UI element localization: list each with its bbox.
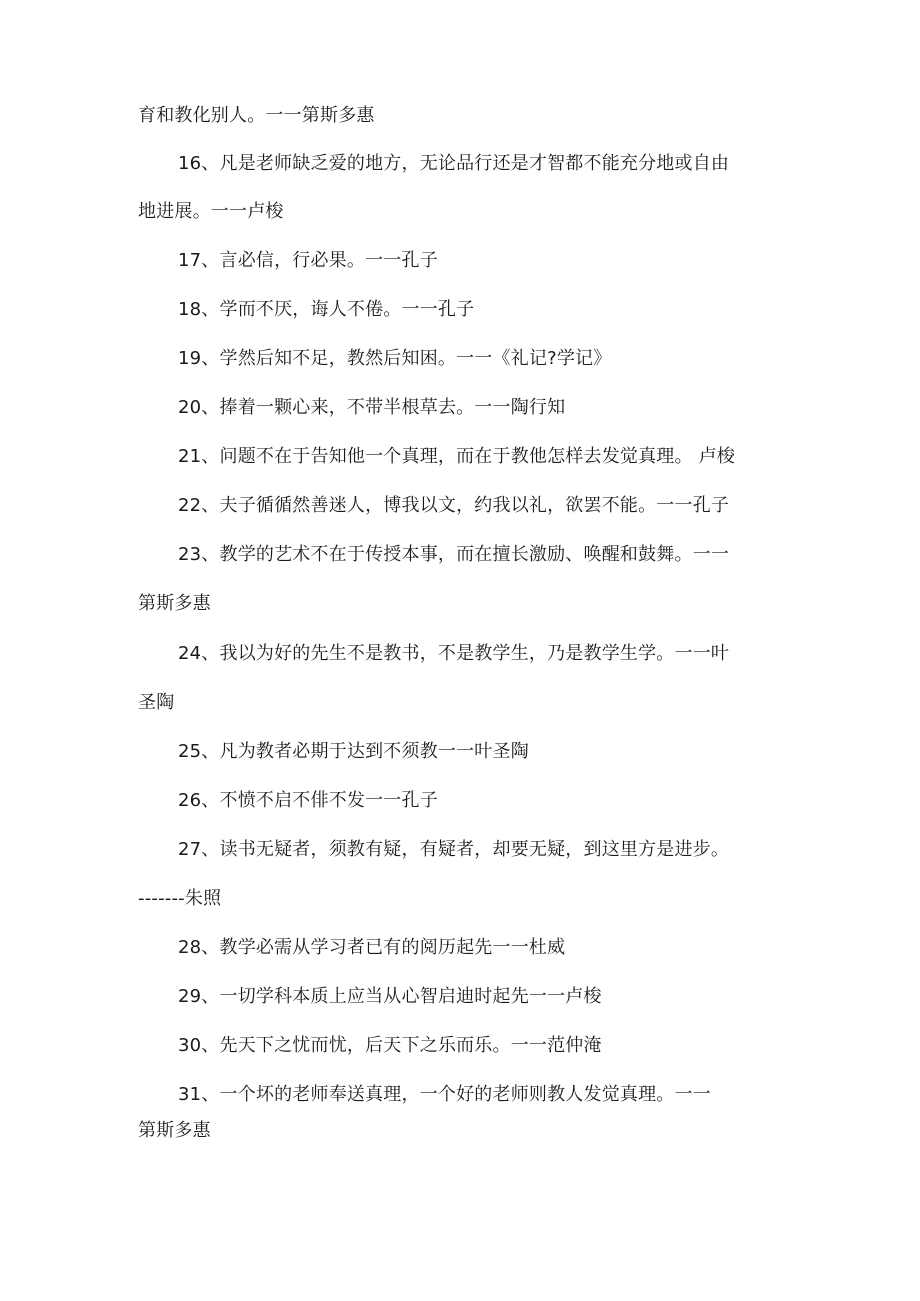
quote-22: 22、夫子循循然善迷人，博我以文，约我以礼，欲罢不能。一一孔子 [178, 495, 730, 516]
quote-26: 26、不愤不启不俳不发一一孔子 [178, 790, 438, 811]
quote-23: 23、教学的艺术不在于传授本事，而在擅长激励、唤醒和鼓舞。一一 [178, 544, 730, 565]
quote-20: 20、捧着一颗心来，不带半根草去。一一陶行知 [178, 397, 566, 418]
quote-30: 30、先天下之忧而忧，后天下之乐而乐。一一范仲淹 [178, 1035, 602, 1056]
quote-18: 18、学而不厌，诲人不倦。一一孔子 [178, 299, 475, 320]
quote-29: 29、一切学科本质上应当从心智启迪时起先一一卢梭 [178, 986, 602, 1007]
text-line: 地进展。一一卢梭 [138, 201, 284, 222]
quote-25: 25、凡为教者必期于达到不须教一一叶圣陶 [178, 741, 529, 762]
quote-24: 24、我以为好的先生不是教书，不是教学生，乃是教学生学。一一叶 [178, 643, 730, 664]
text-line: -------朱照 [138, 888, 222, 909]
text-line: 第斯多惠 [138, 1120, 211, 1141]
quote-27: 27、读书无疑者，须教有疑，有疑者，却要无疑，到这里方是进步。 [178, 839, 730, 860]
quote-19: 19、学然后知不足，教然后知困。一一《礼记?学记》 [178, 348, 612, 369]
quote-16: 16、凡是老师缺乏爱的地方，无论品行还是才智都不能充分地或自由 [178, 153, 730, 174]
quote-21: 21、问题不在于告知他一个真理，而在于教他怎样去发觉真理。 卢梭 [178, 446, 736, 467]
text-line: 育和教化别人。一一第斯多惠 [138, 105, 375, 126]
text-line: 第斯多惠 [138, 593, 211, 614]
quote-17: 17、言必信，行必果。一一孔子 [178, 250, 438, 271]
quote-31: 31、一个坏的老师奉送真理，一个好的老师则教人发觉真理。一一 [178, 1084, 711, 1105]
quote-28: 28、教学必需从学习者已有的阅历起先一一杜威 [178, 937, 566, 958]
text-line: 圣陶 [138, 692, 175, 713]
